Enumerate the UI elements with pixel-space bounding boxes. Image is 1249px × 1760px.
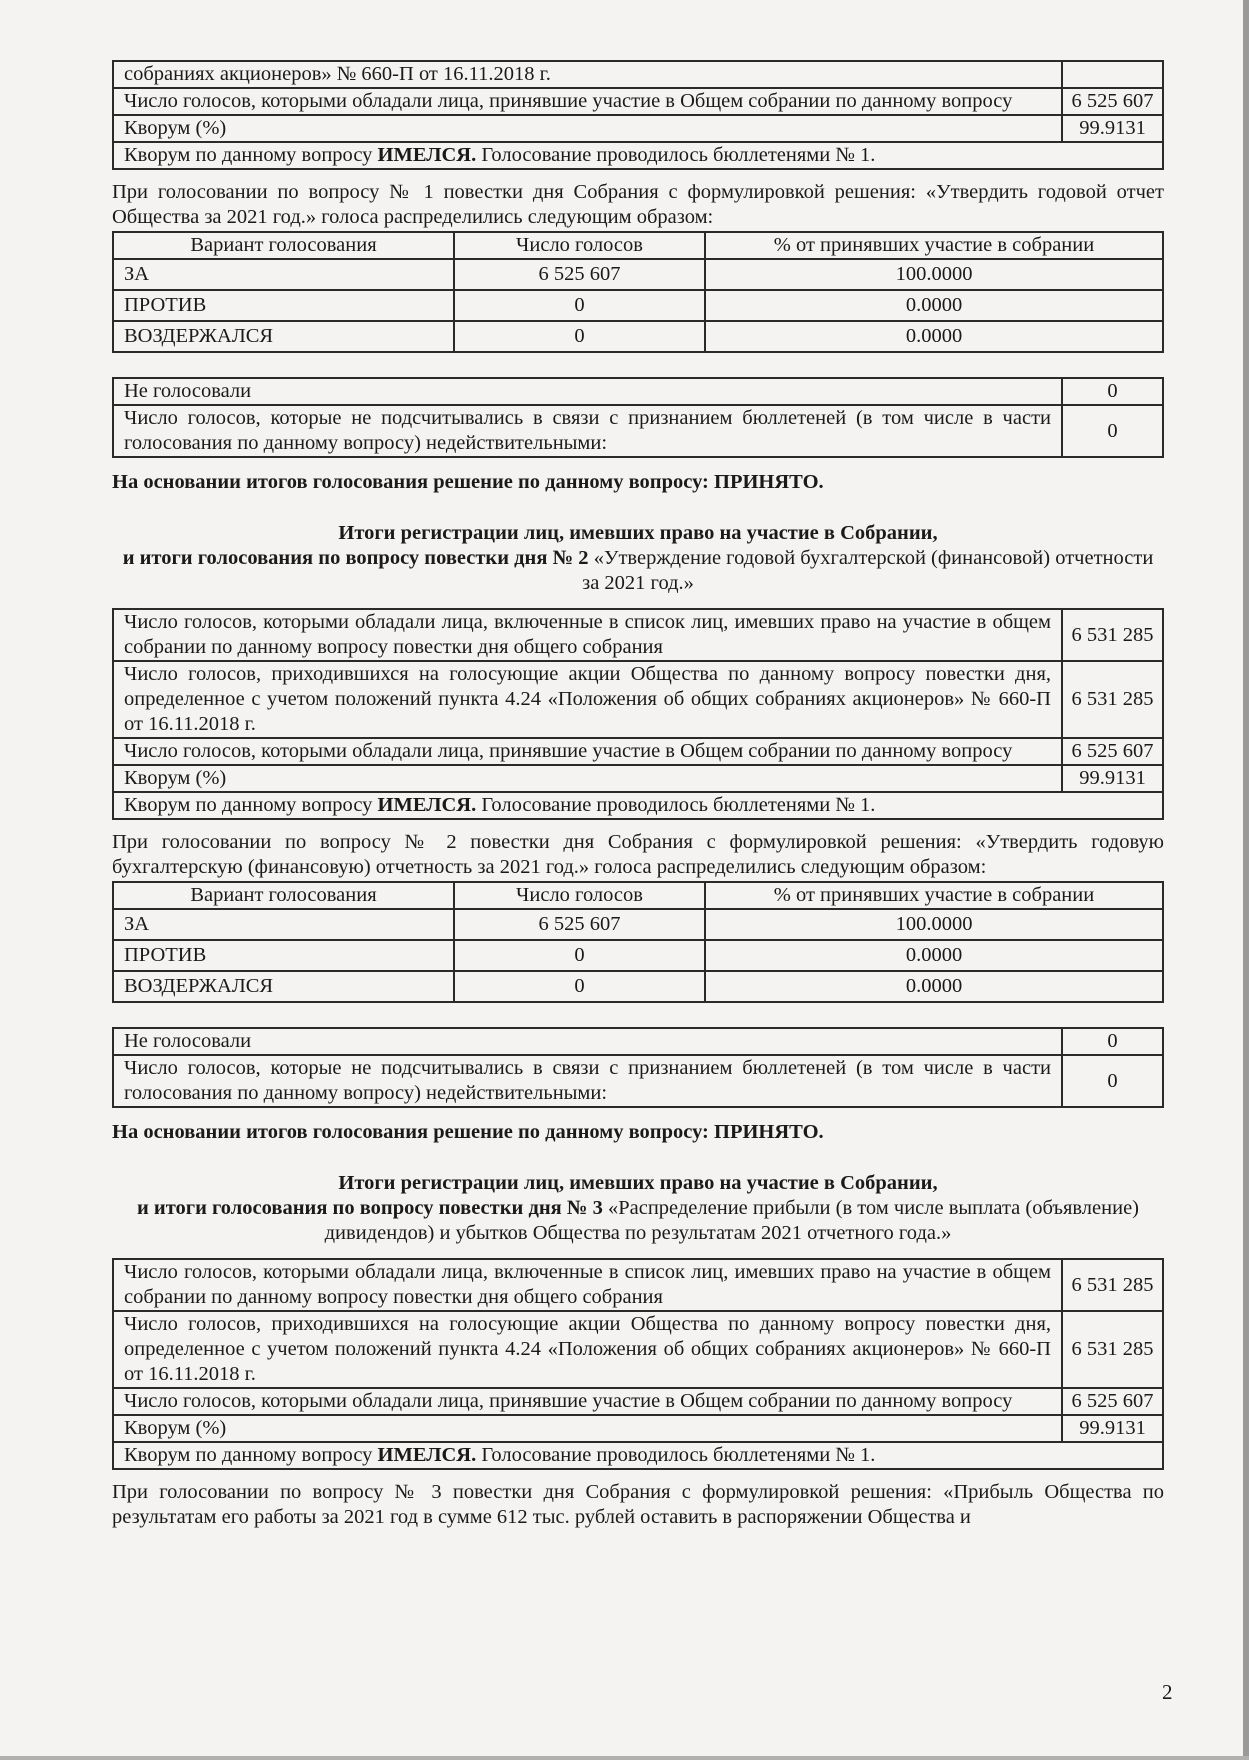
vote-option: ЗА — [113, 909, 454, 940]
not-voted-value: 0 — [1062, 378, 1163, 405]
quorum-label: Кворум (%) — [113, 1415, 1062, 1442]
invalid-ballots-label: Число голосов, которые не подсчитывались в связи с признанием бюллетеней (в том числе в части голосования по данному вопросу) недействительными: — [113, 405, 1062, 457]
quorum-status: ИМЕЛСЯ. — [377, 1444, 477, 1466]
reg-value: 6 531 285 — [1062, 1311, 1163, 1388]
vote-count: 0 — [454, 321, 705, 352]
registration-table-q3 — [112, 1258, 1164, 1470]
quorum-text: Кворум по данному вопросу — [124, 794, 378, 816]
column-header: % от принявших участие в собрании — [705, 882, 1163, 909]
invalid-ballots-value: 0 — [1062, 1055, 1163, 1107]
page-number: 2 — [1162, 1680, 1173, 1704]
quorum-ballot-text: Голосование проводилось бюллетенями № 1. — [476, 1444, 876, 1466]
column-header: Вариант голосования — [113, 232, 454, 259]
quorum-value: 99.9131 — [1062, 1415, 1163, 1442]
vote-option: ВОЗДЕРЖАЛСЯ — [113, 971, 454, 1002]
quorum-text: Кворум по данному вопросу — [124, 144, 378, 166]
vote-count: 0 — [454, 971, 705, 1002]
voting-paragraph-q1: При голосовании по вопросу № 1 повестки дня Собрания с формулировкой решения: «Утвердить годовой отчет Общества за 2021 год.» голоса распределились следующим образом: — [112, 181, 1164, 228]
reg-label: Число голосов, приходившихся на голосующие акции Общества по данному вопросу повестки дня, определенное с учетом положений пункта 4.24 «Положения об общих собраниях акционеров» № 660-П от 16.11.2018 г. — [113, 661, 1062, 738]
decision-q2: На основании итогов голосования решение по данному вопросу: ПРИНЯТО. — [112, 1121, 824, 1143]
section-heading-q3 — [112, 1171, 1164, 1246]
quorum-status: ИМЕЛСЯ. — [377, 144, 477, 166]
vote-percent: 0.0000 — [705, 321, 1163, 352]
quorum-ballot-text: Голосование проводилось бюллетенями № 1. — [476, 144, 876, 166]
quorum-statement — [113, 1442, 1163, 1469]
vote-percent: 100.0000 — [705, 909, 1163, 940]
decision-q1: На основании итогов голосования решение по данному вопросу: ПРИНЯТО. — [112, 471, 824, 493]
agenda-item-title: «Утверждение годовой бухгалтерской (финансовой) отчетности за 2021 год.» — [582, 547, 1154, 594]
column-header: Число голосов — [454, 882, 705, 909]
vote-count: 6 525 607 — [454, 909, 705, 940]
quorum-value: 99.9131 — [1062, 765, 1163, 792]
vote-option: ПРОТИВ — [113, 290, 454, 321]
quorum-label: Кворум (%) — [113, 765, 1062, 792]
reg-label: Число голосов, приходившихся на голосующие акции Общества по данному вопросу повестки дня, определенное с учетом положений пункта 4.24 «Положения об общих собраниях акционеров» № 660-П от 16.11.2018 г. — [113, 1311, 1062, 1388]
invalid-ballots-value: 0 — [1062, 405, 1163, 457]
reg-value — [1062, 61, 1163, 88]
heading-line: Итоги регистрации лиц, имевших право на участие в Собрании, — [338, 522, 938, 544]
quorum-status: ИМЕЛСЯ. — [377, 794, 477, 816]
table-row — [113, 290, 1163, 321]
vote-percent: 0.0000 — [705, 290, 1163, 321]
invalid-ballots-label: Число голосов, которые не подсчитывались в связи с признанием бюллетеней (в том числе в части голосования по данному вопросу) недействительными: — [113, 1055, 1062, 1107]
quorum-label: Кворум (%) — [113, 115, 1062, 142]
table-row — [113, 259, 1163, 290]
vote-percent: 0.0000 — [705, 940, 1163, 971]
heading-line: и итоги голосования по вопросу повестки дня № 2 — [122, 547, 589, 569]
scan-edge-bottom — [0, 1756, 1249, 1760]
vote-count: 0 — [454, 940, 705, 971]
reg-label: собраниях акционеров» № 660-П от 16.11.2018 г. — [113, 61, 1062, 88]
quorum-statement — [113, 792, 1163, 819]
section-heading-q2 — [112, 521, 1164, 596]
column-header: Число голосов — [454, 232, 705, 259]
not-voted-label: Не голосовали — [113, 1028, 1062, 1055]
voting-paragraph-q2: При голосовании по вопросу № 2 повестки дня Собрания с формулировкой решения: «Утвердить годовую бухгалтерскую (финансовую) отчетность за 2021 год.» голоса распределились следующим образом: — [112, 831, 1164, 878]
vote-option: ПРОТИВ — [113, 940, 454, 971]
reg-value: 6 525 607 — [1062, 88, 1163, 115]
vote-percent: 0.0000 — [705, 971, 1163, 1002]
non-voting-table-q1 — [112, 377, 1164, 458]
vote-count: 6 525 607 — [454, 259, 705, 290]
reg-label: Число голосов, которыми обладали лица, принявшие участие в Общем собрании по данному вопросу — [113, 738, 1062, 765]
reg-label: Число голосов, которыми обладали лица, принявшие участие в Общем собрании по данному вопросу — [113, 88, 1062, 115]
non-voting-table-q2 — [112, 1027, 1164, 1108]
reg-label: Число голосов, которыми обладали лица, включенные в список лиц, имевших право на участие в общем собрании по данному вопросу повестки дня общего собрания — [113, 609, 1062, 661]
table-row — [113, 971, 1163, 1002]
voting-paragraph-q3: При голосовании по вопросу № 3 повестки дня Собрания с формулировкой решения: «Прибыль Общества по результатам его работы за 2021 год в сумме 612 тыс. рублей оставить в распоряжении Общества и — [112, 1481, 1164, 1528]
reg-label: Число голосов, которыми обладали лица, принявшие участие в Общем собрании по данному вопросу — [113, 1388, 1062, 1415]
heading-line: и итоги голосования по вопросу повестки дня № 3 — [136, 1197, 603, 1219]
column-header: Вариант голосования — [113, 882, 454, 909]
reg-label: Число голосов, которыми обладали лица, включенные в список лиц, имевших право на участие в общем собрании по данному вопросу повестки дня общего собрания — [113, 1259, 1062, 1311]
vote-option: ВОЗДЕРЖАЛСЯ — [113, 321, 454, 352]
scan-edge — [1243, 0, 1249, 1760]
reg-value: 6 531 285 — [1062, 1259, 1163, 1311]
quorum-text: Кворум по данному вопросу — [124, 1444, 378, 1466]
heading-line: Итоги регистрации лиц, имевших право на участие в Собрании, — [338, 1172, 938, 1194]
vote-percent: 100.0000 — [705, 259, 1163, 290]
voting-table-q1 — [112, 231, 1164, 353]
reg-value: 6 531 285 — [1062, 609, 1163, 661]
voting-table-q2 — [112, 881, 1164, 1003]
not-voted-value: 0 — [1062, 1028, 1163, 1055]
quorum-statement — [113, 142, 1163, 169]
document-page — [112, 60, 1164, 1531]
quorum-value: 99.9131 — [1062, 115, 1163, 142]
not-voted-label: Не голосовали — [113, 378, 1062, 405]
registration-table-q2 — [112, 608, 1164, 820]
agenda-item-title: «Распределение прибыли (в том числе выплата (объявление) дивидендов) и убытков Общества по результатам 2021 отчетного года.» — [324, 1197, 1140, 1244]
table-row — [113, 940, 1163, 971]
reg-value: 6 525 607 — [1062, 738, 1163, 765]
vote-option: ЗА — [113, 259, 454, 290]
table-row — [113, 321, 1163, 352]
registration-table-q1-continued — [112, 60, 1164, 170]
vote-count: 0 — [454, 290, 705, 321]
table-row — [113, 909, 1163, 940]
reg-value: 6 525 607 — [1062, 1388, 1163, 1415]
quorum-ballot-text: Голосование проводилось бюллетенями № 1. — [476, 794, 876, 816]
reg-value: 6 531 285 — [1062, 661, 1163, 738]
column-header: % от принявших участие в собрании — [705, 232, 1163, 259]
